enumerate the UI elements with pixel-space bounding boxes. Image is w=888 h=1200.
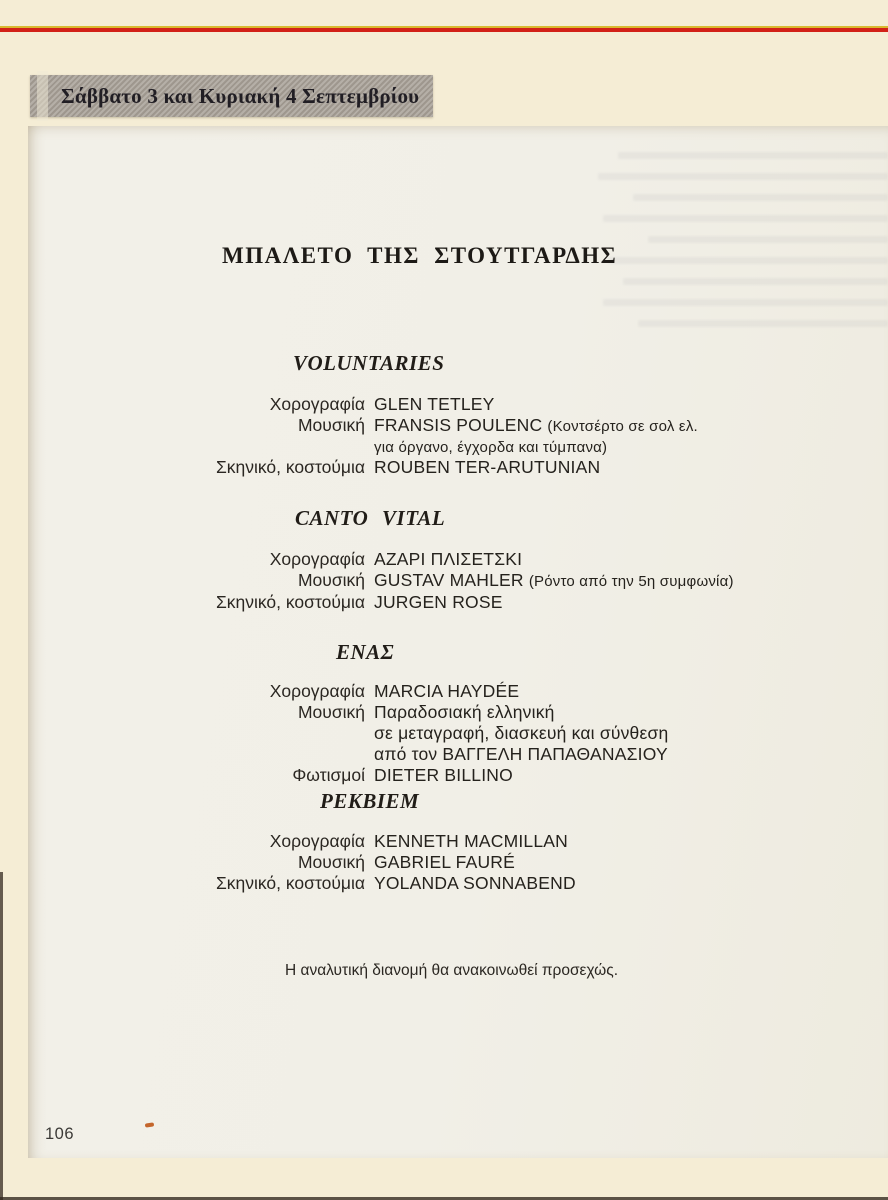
credit-value: σε μεταγραφή, διασκευή και σύνθεση [374, 723, 669, 743]
credits-canto-vital [0, 549, 888, 613]
credit-row [0, 570, 888, 592]
credit-label: Μουσική [297, 415, 365, 435]
credit-value: JURGEN ROSE [374, 592, 503, 612]
credit-label: Σκηνικό, κοστούμια [215, 873, 365, 893]
credit-label: Μουσική [297, 852, 365, 872]
credit-value: DIETER BILLINO [374, 765, 513, 785]
program-inner-page [28, 126, 888, 1158]
tape-mark [37, 71, 48, 121]
credit-label: Μουσική [297, 702, 365, 722]
section-heading-rekviem: ΡΕΚΒΙΕΜ [320, 789, 420, 813]
credit-row [0, 681, 888, 702]
credit-value: GLEN TETLEY [374, 394, 495, 414]
credits-voluntaries [0, 394, 888, 478]
credit-label: Χορογραφία [269, 681, 365, 701]
credit-row [0, 437, 888, 457]
section-heading-voluntaries: VOLUNTARIES [293, 351, 445, 375]
credit-value: ΑΖΑΡΙ ΠΛΙΣΕΤΣΚΙ [374, 549, 523, 569]
credit-row [0, 549, 888, 570]
credit-row [0, 592, 888, 613]
credit-row [0, 852, 888, 873]
credit-row [0, 702, 888, 723]
credit-row [0, 744, 888, 765]
credit-row [0, 415, 888, 437]
credit-value: MARCIA HAYDÉE [374, 681, 520, 701]
section-heading-enas: ΕΝΑΣ [336, 640, 395, 664]
scan-edge-left [0, 872, 3, 1200]
credit-value: FRANSIS POULENC (Κοντσέρτο σε σολ ελ. [374, 415, 698, 435]
credits-rekviem [0, 831, 888, 894]
credit-value: GABRIEL FAURÉ [374, 852, 516, 872]
credit-label: Χορογραφία [269, 394, 365, 414]
credit-row [0, 765, 888, 786]
date-banner-label: Σάββατο 3 και Κυριακή 4 Σεπτεμβρίου [61, 83, 420, 108]
section-heading-canto-vital: CANTO VITAL [295, 506, 446, 530]
credit-label: Μουσική [297, 570, 365, 590]
credit-row [0, 457, 888, 478]
footer-note: Η αναλυτική διανομή θα ανακοινωθεί προσεχώς. [285, 962, 619, 979]
credit-label: Σκηνικό, κοστούμια [215, 592, 365, 612]
credit-value: Παραδοσιακή ελληνική [374, 702, 555, 722]
credit-label: Χορογραφία [269, 831, 365, 851]
top-red-rule [0, 28, 888, 32]
credit-row [0, 831, 888, 852]
credits-enas [0, 681, 888, 786]
credit-row [0, 394, 888, 415]
credit-label: Σκηνικό, κοστούμια [215, 457, 365, 477]
date-banner [30, 75, 433, 117]
credit-value: KENNETH MACMILLAN [374, 831, 568, 851]
credit-value: από τον ΒΑΓΓΕΛΗ ΠΑΠΑΘΑΝΑΣΙΟΥ [374, 744, 668, 764]
page-number: 106 [45, 1125, 75, 1143]
credit-row [0, 723, 888, 744]
credit-label: Φωτισμοί [292, 765, 365, 785]
credit-label: Χορογραφία [269, 549, 365, 569]
credit-value: YOLANDA SONNABEND [374, 873, 576, 893]
credit-row [0, 873, 888, 894]
page-title: ΜΠΑΛΕΤΟ ΤΗΣ ΣΤΟΥΤΓΑΡΔΗΣ [222, 243, 618, 268]
credit-value: GUSTAV MAHLER (Ρόντο από την 5η συμφωνία) [374, 570, 734, 590]
credit-value: ROUBEN TER-ARUTUNIAN [374, 457, 601, 477]
credit-value: για όργανο, έγχορδα και τύμπανα) [374, 439, 608, 456]
